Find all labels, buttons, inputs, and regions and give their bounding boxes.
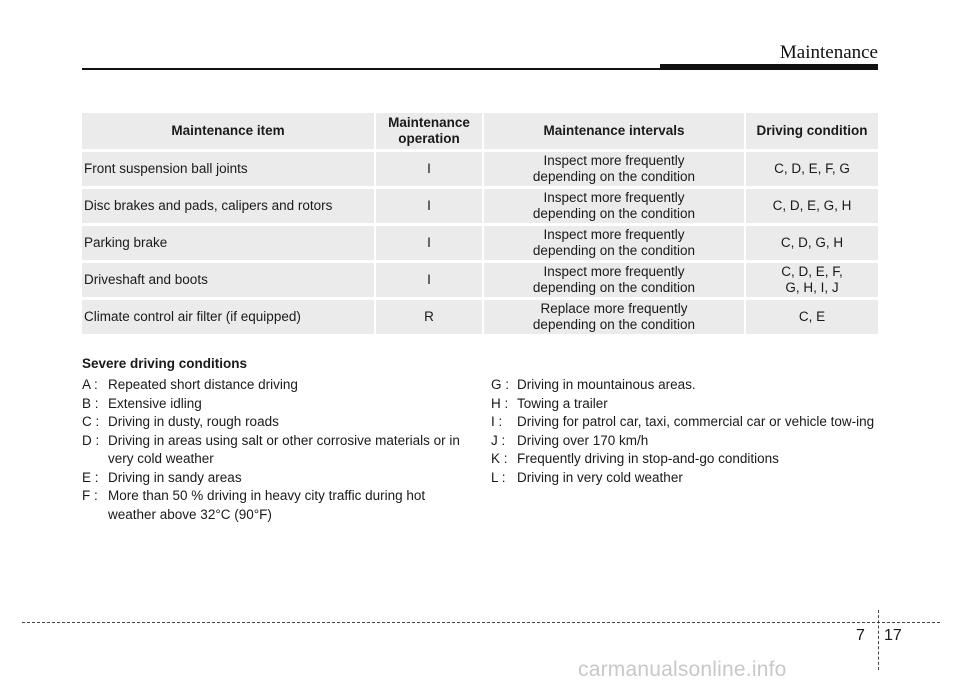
condition-letter: C : <box>82 414 100 429</box>
footer-dashed-divider <box>878 610 879 670</box>
list-item <box>491 413 881 432</box>
condition-text: Frequently driving in stop-and-go conditions <box>517 451 779 466</box>
table-row <box>82 189 878 223</box>
condition-text: Driving over 170 km/h <box>517 432 649 448</box>
condition-text: Driving in sandy areas <box>108 469 242 485</box>
list-item <box>82 376 462 395</box>
header-rule-thick <box>660 64 878 70</box>
condition-letter: A : <box>82 377 98 392</box>
cell-item: Disc brakes and pads, calipers and rotors <box>82 189 374 223</box>
page-number: 17 <box>884 627 902 644</box>
condition-letter: L : <box>491 469 506 485</box>
cell-item: Front suspension ball joints <box>82 152 374 186</box>
header-maintenance-operation: Maintenance operation <box>374 113 482 149</box>
condition-letter: F : <box>82 488 98 503</box>
cell-interval: Replace more frequently depending on the condition <box>482 300 744 334</box>
maintenance-table <box>82 110 878 337</box>
list-item <box>491 469 881 488</box>
cell-interval: Inspect more frequently depending on the condition <box>482 263 744 297</box>
condition-letter: G : <box>491 377 510 392</box>
cell-condition: C, D, G, H <box>744 226 878 260</box>
condition-text: Extensive idling <box>108 395 202 411</box>
header-driving-condition: Driving condition <box>744 113 878 149</box>
condition-letter: E : <box>82 469 99 485</box>
list-item <box>491 450 881 469</box>
condition-letter: I : <box>491 414 503 429</box>
list-item <box>82 469 462 488</box>
section-title: Maintenance <box>779 42 878 63</box>
table-header-row <box>82 113 878 149</box>
condition-text: Repeated short distance driving <box>108 377 298 392</box>
condition-text: Driving for patrol car, taxi, commercial car or vehicle tow-ing <box>517 414 875 429</box>
watermark: carmanualsonline.info <box>578 658 787 681</box>
table-row <box>82 263 878 297</box>
cell-condition: C, D, E, F, G, H, I, J <box>744 263 878 297</box>
header-maintenance-item: Maintenance item <box>82 113 374 149</box>
table-row <box>82 300 878 334</box>
list-item <box>82 413 462 432</box>
cell-operation: I <box>374 152 482 186</box>
condition-letter: B : <box>82 395 99 411</box>
condition-text: Driving in very cold weather <box>517 469 683 485</box>
condition-letter: D : <box>82 432 100 448</box>
list-item <box>491 376 881 395</box>
condition-text: Driving in areas using salt or other corrosive materials or in very cold weather <box>108 432 460 466</box>
severe-conditions-left-list <box>82 376 462 524</box>
cell-condition: C, D, E, G, H <box>744 189 878 223</box>
list-item <box>491 432 881 451</box>
condition-text: More than 50 % driving in heavy city traffic during hot weather above 32°C (90°F) <box>108 488 426 522</box>
table-row <box>82 152 878 186</box>
list-item <box>82 395 462 414</box>
condition-letter: H : <box>491 395 509 411</box>
cell-condition: C, D, E, F, G <box>744 152 878 186</box>
cell-operation: I <box>374 226 482 260</box>
chapter-number: 7 <box>856 627 865 644</box>
severe-conditions-right-list <box>491 376 881 487</box>
cell-item: Climate control air filter (if equipped) <box>82 300 374 334</box>
cell-interval: Inspect more frequently depending on the condition <box>482 152 744 186</box>
cell-interval: Inspect more frequently depending on the condition <box>482 226 744 260</box>
list-item <box>82 487 462 524</box>
cell-condition: C, E <box>744 300 878 334</box>
severe-conditions-title: Severe driving conditions <box>82 356 248 371</box>
table-row <box>82 226 878 260</box>
condition-letter: J : <box>491 432 506 448</box>
condition-text: Driving in dusty, rough roads <box>108 414 279 429</box>
condition-text: Driving in mountainous areas. <box>517 377 696 392</box>
cell-operation: I <box>374 263 482 297</box>
footer-dashed-rule <box>22 622 940 623</box>
list-item <box>491 395 881 414</box>
cell-interval: Inspect more frequently depending on the condition <box>482 189 744 223</box>
header-rule-thin <box>82 68 662 70</box>
cell-item: Driveshaft and boots <box>82 263 374 297</box>
condition-text: Towing a trailer <box>517 395 608 411</box>
cell-item: Parking brake <box>82 226 374 260</box>
header-maintenance-intervals: Maintenance intervals <box>482 113 744 149</box>
list-item <box>82 432 462 469</box>
condition-letter: K : <box>491 451 508 466</box>
cell-operation: R <box>374 300 482 334</box>
cell-operation: I <box>374 189 482 223</box>
